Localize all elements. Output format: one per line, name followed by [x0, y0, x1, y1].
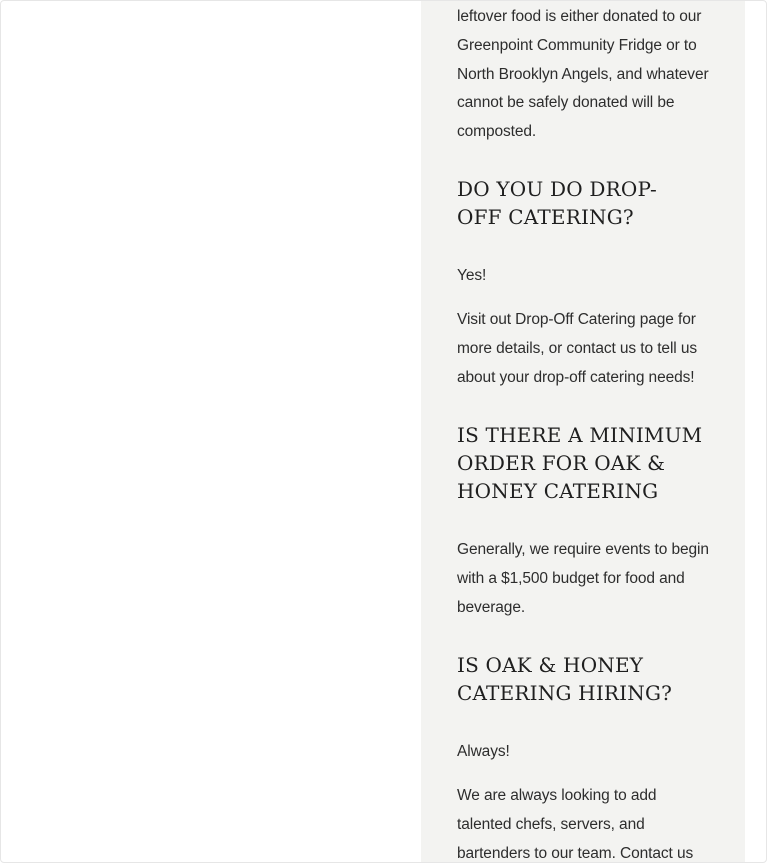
- faq-question-minimum-order: IS THERE A MINIMUM ORDER FOR OAK & HONEY CATERING: [457, 423, 703, 503]
- faq-question-drop-off: DO YOU DO DROP-OFF CATERING?: [457, 177, 658, 229]
- faq-answer-drop-off-details: Visit out Drop-Off Catering page for more details, or contact us to tell us about your drop-off catering needs!: [457, 311, 698, 386]
- faq-answer-hiring-details: We are always looking to add talented chefs, servers, and bartenders to our team. Contact us: [457, 787, 694, 862]
- faq-answer-minimum-order: Generally, we require events to begin with a $1,500 budget for food and beverage.: [457, 541, 709, 616]
- faq-question-hiring: IS OAK & HONEY CATERING HIRING?: [457, 653, 673, 705]
- faq-panel: [421, 0, 745, 863]
- right-gutter: [745, 0, 767, 863]
- food-donation-paragraph: leftover food is either donated to our Greenpoint Community Fridge or to North Brooklyn Angels, and whatever cannot be safely donated will be composted.: [457, 8, 709, 141]
- faq-answer-hiring-short: Always!: [457, 743, 510, 760]
- faq-answer-drop-off-short: Yes!: [457, 267, 487, 284]
